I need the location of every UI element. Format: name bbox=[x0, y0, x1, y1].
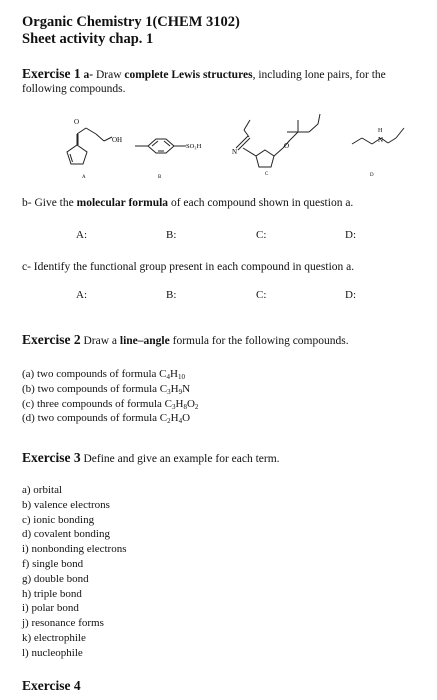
structure-a bbox=[67, 128, 112, 164]
answer-label-d: D: bbox=[345, 229, 356, 241]
list-item: i) nonbonding electrons bbox=[22, 543, 127, 556]
list-item: b) valence electrons bbox=[22, 498, 110, 511]
part-b-bold: molecular formula bbox=[76, 197, 169, 209]
answer-label-b: B: bbox=[166, 289, 177, 301]
exercise-2-heading: Exercise 2 bbox=[22, 332, 81, 347]
answer-label-a: A: bbox=[76, 289, 87, 301]
atom-n-c: N bbox=[232, 148, 238, 156]
answer-label-a: A: bbox=[76, 229, 87, 241]
label-b: B bbox=[158, 175, 162, 180]
part-c-answer-row bbox=[0, 289, 437, 303]
list-item: g) double bond bbox=[22, 572, 89, 585]
part-b-question bbox=[22, 196, 353, 210]
answer-label-c: C: bbox=[256, 289, 267, 301]
list-item: (a) two compounds of formula $C_4H_{10}$ bbox=[22, 368, 185, 381]
structure-b bbox=[135, 139, 186, 153]
list-item: f) single bond bbox=[22, 557, 84, 570]
title-line-1: Organic Chemistry 1(CHEM 3102) bbox=[22, 14, 240, 30]
part-b-post: of each compound shown in question a. bbox=[168, 197, 354, 209]
answer-label-c: C: bbox=[256, 229, 267, 241]
list-item: d) covalent bonding bbox=[22, 528, 110, 541]
part-b-answer-row bbox=[0, 229, 437, 243]
exercise-2-text-pre: Draw a bbox=[80, 335, 120, 347]
list-item: h) triple bond bbox=[22, 587, 82, 600]
answer-label-b: B: bbox=[166, 229, 177, 241]
answer-label-d: D: bbox=[345, 289, 356, 301]
atom-n-d: N bbox=[378, 136, 384, 144]
document-title bbox=[22, 14, 240, 48]
part-b-pre: b- Give the bbox=[22, 197, 77, 209]
part-a-prefix: a- bbox=[83, 69, 94, 81]
atom-oh-a: OH bbox=[112, 136, 123, 144]
exercise-2-text-bold: line–angle bbox=[119, 335, 170, 347]
atom-o-a: O bbox=[74, 118, 80, 126]
list-item: a) orbital bbox=[22, 484, 63, 496]
list-item: (c) three compounds of formula $C_3H_8O_2$ bbox=[22, 397, 199, 411]
list-item: l) nucleophile bbox=[22, 646, 83, 659]
structure-c bbox=[236, 114, 320, 167]
list-item: k) electrophile bbox=[22, 631, 86, 644]
label-a: A bbox=[82, 175, 86, 180]
exercise-3-instruction bbox=[22, 451, 280, 466]
instruction-line-2: following compounds. bbox=[22, 83, 126, 95]
exercise-4-heading: Exercise 4 bbox=[22, 678, 81, 693]
instruction-pre: Draw bbox=[95, 69, 122, 81]
atom-h-d: H bbox=[378, 128, 383, 134]
exercise-2-instruction bbox=[22, 333, 349, 348]
title-line-2: Sheet activity chap. 1 bbox=[22, 31, 154, 47]
exercise-1-heading: Exercise 1 bbox=[22, 66, 81, 81]
list-item: j) resonance forms bbox=[22, 617, 104, 630]
atom-so3h-b: SO₃H bbox=[186, 143, 202, 150]
exercise-3-text: Define and give an example for each term. bbox=[80, 453, 280, 465]
label-d: D bbox=[370, 173, 374, 178]
label-c: C bbox=[265, 172, 269, 177]
exercise-2-text-post: formula for the following compounds. bbox=[169, 335, 349, 347]
list-item: (b) two compounds of formula $C_3H_9N$ bbox=[22, 382, 191, 396]
instruction-post: , including lone pairs, for the bbox=[252, 69, 386, 81]
exercise-2-list bbox=[22, 367, 198, 426]
list-item: c) ionic bonding bbox=[22, 513, 95, 526]
chemical-structures bbox=[0, 110, 437, 185]
atom-o-c: O bbox=[284, 142, 290, 150]
exercise-3-terms bbox=[22, 483, 126, 661]
exercise-1-instruction bbox=[22, 67, 432, 82]
exercise-3-heading: Exercise 3 bbox=[22, 450, 81, 465]
list-item: (d) two compounds of formula $C_2H_4O$ bbox=[22, 412, 191, 426]
list-item: i) polar bond bbox=[22, 602, 79, 615]
part-c-question: c- Identify the functional group present in each compound in question a. bbox=[22, 261, 355, 273]
instruction-bold: complete Lewis structures bbox=[124, 69, 253, 81]
